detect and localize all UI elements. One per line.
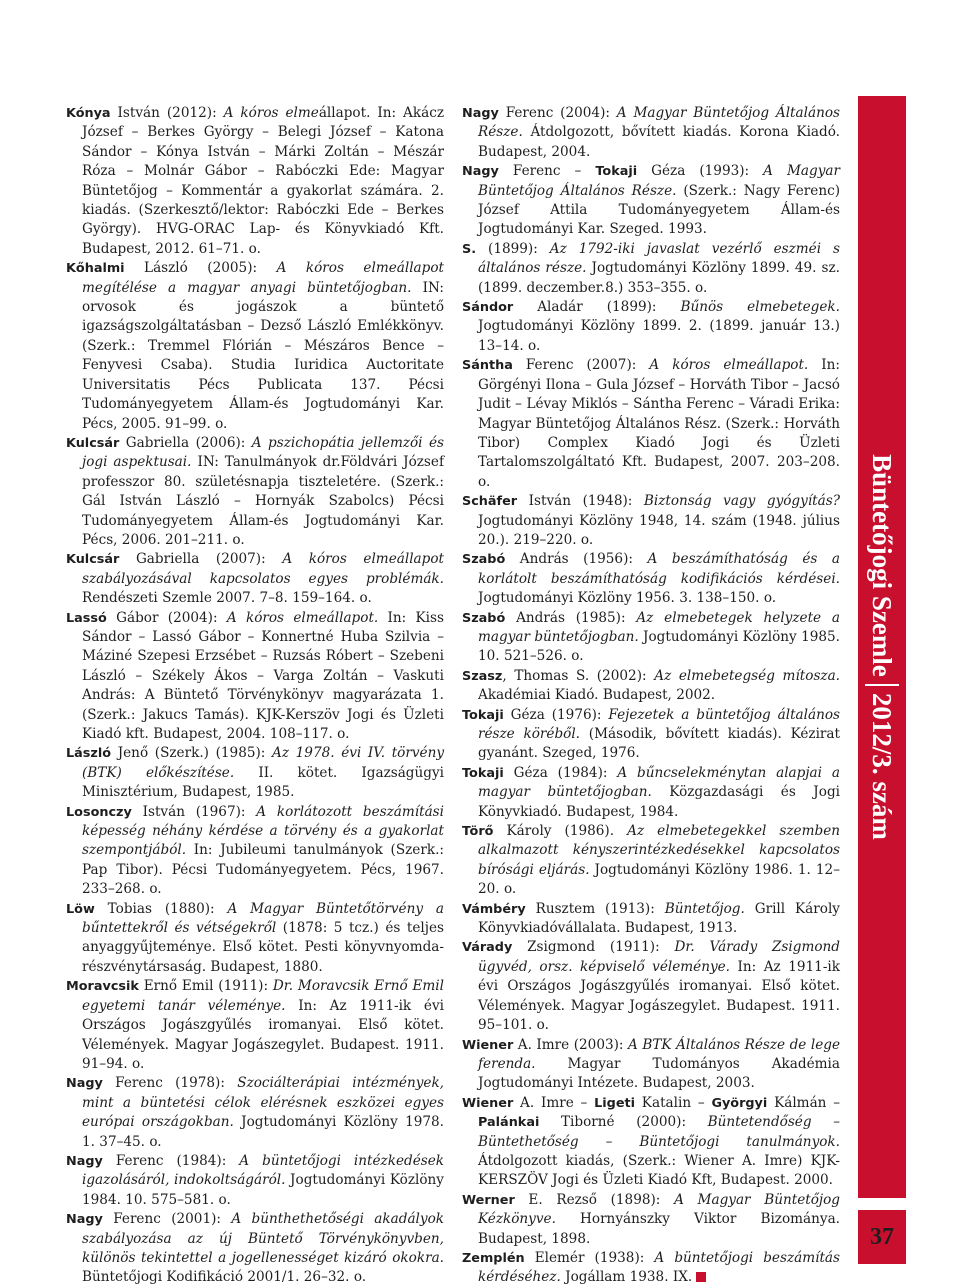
reference-author: Nagy <box>66 1153 103 1169</box>
reference-entry <box>66 744 444 802</box>
article-end-square-icon <box>696 1272 706 1282</box>
reference-entry <box>66 550 444 608</box>
reference-publication: Jogállam 1938. IX. <box>560 1269 693 1286</box>
reference-author: Moravcsik <box>66 979 139 995</box>
reference-author: Kulcsár <box>66 435 120 451</box>
reference-publication: In: Az 1911-ik évi Országos Jogászgyűlés iromanyai. Első kötet. Vélemények. Magyar Jogászegylet. Budapest. 1911. 95–101. o. <box>478 958 841 1034</box>
reference-details: Ferenc (2001): <box>102 1211 232 1228</box>
reference-title: A kóros elmeállapot megítélése a magyar anyagi büntetőjogban. <box>82 260 445 296</box>
reference-publication: Jogtudományi Közlöny 1948, 14. szám (1948. július 20.). 219–220. o. <box>478 512 840 548</box>
reference-details: Katalin – <box>635 1094 712 1111</box>
reference-title: A kóros elme <box>223 105 319 121</box>
reference-title: A Magyar Büntetőjog Általános Része. <box>478 105 840 141</box>
reference-entry <box>462 356 840 492</box>
reference-entry <box>66 104 444 259</box>
reference-entry <box>66 259 444 434</box>
reference-author: Kónya <box>66 106 111 121</box>
reference-author: Zemplén <box>462 1250 525 1266</box>
reference-title: Büntetendőség – Büntethetőség – Büntetőjogi tanulmányok. <box>478 1114 840 1150</box>
reference-entry <box>462 706 840 764</box>
reference-details: István (1948): <box>517 493 644 510</box>
reference-title: A Magyar Büntetőtörvény a bűntettekről és vétségekről <box>82 900 444 937</box>
reference-details: A. Imre (2003): <box>513 1036 629 1053</box>
reference-author: S. <box>462 241 477 257</box>
journal-spine-title <box>862 197 902 1097</box>
reference-publication: Átdolgozott kiadás, (Szerk.: Wiener A. Imre) KJK-KERSZÖV Jogi és Üzleti Kiadó Kft, Budapest. 2000. <box>478 1152 840 1189</box>
reference-details: Géza (1976): <box>503 706 609 723</box>
reference-author: Nagy <box>66 1212 103 1228</box>
reference-publication: Közgazdasági és Jogi Könyvkiadó. Budapest, 1984. <box>478 784 840 820</box>
reference-publication: Jogtudományi Közlöny 1978. 1. 37–45. o. <box>82 1114 445 1150</box>
reference-author: Várady <box>462 940 513 956</box>
reference-entry <box>66 1074 444 1152</box>
reference-publication: Jogtudományi Közlöny 1899. 2. (1899. január 13.) 13–14. o. <box>478 318 840 354</box>
reference-title: Az elmebetegek helyzete a magyar büntetőjogban. <box>478 609 840 645</box>
reference-author: Szasz <box>462 668 503 684</box>
reference-entry <box>462 1036 840 1094</box>
reference-details: Károly (1986). <box>493 823 628 840</box>
reference-details: András (1985): <box>505 609 637 626</box>
reference-publication: Büntetőjogi Kodifikáció 2001/1. 26–32. o. <box>82 1269 367 1286</box>
reference-entry <box>66 609 444 745</box>
reference-title: A BTK Általános Része de lege ferenda. <box>478 1036 840 1072</box>
reference-entry <box>66 1152 444 1210</box>
reference-entry <box>462 822 840 900</box>
reference-author: Wiener <box>462 1037 514 1053</box>
reference-author: Lassó <box>66 610 107 626</box>
reference-author: Nagy <box>66 1076 103 1092</box>
reference-details: Ferenc (2004): <box>498 105 617 121</box>
reference-publication: In: Az 1911-ik évi Országos Jogászgyűlés iromanyai. Első kötet. Vélemények. Magyar Jogászegylet. Budapest. 1911. 91–94. o. <box>82 997 444 1072</box>
reference-entry <box>462 938 840 1035</box>
reference-details: Aladár (1899): <box>513 299 681 316</box>
reference-details: Gábor (2004): <box>106 609 227 626</box>
reference-title: A pszichopátia jellemzői és jogi aspektusai. <box>82 434 444 471</box>
reference-title: A kóros elmeállapot. <box>226 609 379 626</box>
reference-entry <box>66 434 444 550</box>
reference-title: Biztonság vagy gyógyítás? <box>643 493 840 510</box>
reference-title: Fejezetek a büntetőjog általános része köréből. <box>478 706 840 742</box>
reference-details: István (1967): <box>131 803 257 820</box>
reference-author: Nagy <box>462 106 499 121</box>
reference-details: Gabriella (2006): <box>119 434 252 451</box>
reference-title: A kóros elmeállapot. <box>649 357 809 374</box>
reference-entry <box>462 298 840 356</box>
reference-details: E. Rezső (1898): <box>514 1191 675 1208</box>
reference-author: Szabó <box>462 610 506 626</box>
reference-author: Sántha <box>462 358 513 374</box>
page-number: 37 <box>858 1210 906 1264</box>
reference-author: Györgyi <box>711 1095 768 1111</box>
reference-entry <box>462 104 840 162</box>
reference-author: Vámbéry <box>462 901 526 917</box>
reference-publication: Rendészeti Szemle 2007. 7–8. 159–164. o. <box>82 590 372 607</box>
reference-author: Törő <box>462 824 494 840</box>
reference-publication: In: Kiss Sándor – Lassó Gábor – Konnertné Huba Szilvia – Máziné Szepesi Erzsébet – Ruzsás Róbert – Szebeni László – Székely Ákos – Varga Zoltán – Vaskuti András: A Büntető Törvénykönyv magyarázata 1. (Szerk.: Jakucs Tamás). KJK-Kerszöv Jogi és Üzleti Kiadó kft. Budapest, 2004. 108–117. o. <box>82 609 444 742</box>
reference-entry <box>462 1249 840 1288</box>
reference-author: Sándor <box>462 300 514 316</box>
reference-title: A beszámíthatóság és a korlátolt beszámíthatóság kodifikációs kérdései. <box>478 551 840 587</box>
reference-details: Zsigmond (1911): <box>512 939 675 956</box>
reference-author: Werner <box>462 1192 515 1208</box>
reference-publication: Magyar Tudományos Akadémia Jogtudományi Intézete. Budapest, 2003. <box>478 1055 840 1092</box>
reference-publication: In: Görgényi Ilona – Gula József – Horváth Tibor – Jacsó Judit – Lévay Miklós – Sántha Ferenc – Váradi Erika: Magyar Büntetőjog Általános Rész. (Szerk.: Horváth Tibor) Complex Kiadó Jogi és Üzleti Tartalomszolgáltató Kft. Budapest, 2007. 203–208. o. <box>478 357 840 490</box>
reference-publication: In: Jubileumi tanulmányok (Szerk.: Pap Tibor). Pécsi Tudományegyetem. Pécs, 1967. 233–268. o. <box>82 842 444 898</box>
reference-publication: (Szerk.: Nagy Ferenc) József Attila Tudományegyetem Állam-és Jogtudományi Kar. Szeged. 1993. <box>478 182 840 238</box>
reference-details: , Thomas S. (2002): <box>502 667 655 684</box>
reference-entry <box>66 900 444 978</box>
reference-publication: (Második, bővített kiadás). Kézirat gyanánt. Szeged, 1976. <box>478 726 840 762</box>
reference-publication: Jogtudományi Közlöny 1899. 49. sz. (1899. deczember.8.) 353–355. o. <box>478 260 840 296</box>
reference-publication: Átdolgozott, bővített kiadás. Korona Kiadó. Budapest, 2004. <box>478 124 840 160</box>
reference-author: Löw <box>66 901 95 917</box>
reference-details: Jenő (Szerk.) (1985): <box>111 745 273 762</box>
reference-details: Ferenc – <box>498 163 596 180</box>
journal-issue: 2012/3. szám <box>867 692 898 840</box>
reference-author: Ligeti <box>594 1095 636 1111</box>
reference-details: Ernő Emil (1911): <box>138 978 273 995</box>
reference-entry <box>462 609 840 667</box>
reference-details: Ferenc (1978): <box>102 1075 238 1092</box>
reference-title: Bűnös elmebetegek. <box>680 299 840 316</box>
reference-author: László <box>66 746 112 762</box>
reference-title: A korlátozott beszámítási képesség néhány kérdése a törvény és a gyakorlat szempontjából. <box>82 803 444 859</box>
reference-title: Az elmebetegekkel szemben alkalmazott kényszerintézkedésekkel kapcsolatos bírósági eljárás. <box>478 823 840 878</box>
reference-publication: (1878: 5 tcz.) és teljes anyaggyűjteménye. Első kötet. Pesti könyvnyomda-részvénytársaság. Budapest, 1880. <box>82 920 444 975</box>
reference-title: A büntetőjogi intézkedések igazolásáról, indokoltságáról. <box>82 1152 444 1189</box>
reference-details: István (2012): <box>110 105 224 121</box>
reference-title: A bűncselekménytan alapjai a magyar büntetőjogban. <box>478 764 840 801</box>
reference-publication: állapot. In: Akácz József – Berkes György – Belegi József – Katona Sándor – Kónya István – Márki Zoltán – Mészár Róza – Molnár Gábor – Rabóczki Ede: Magyar Büntetőjog – Kommentár a gyakorlat számára. 2. kiadás. (Szerkesztő/lektor: Rabóczki Ede – Berkes György). HVG-ORAC Lap- és Könyvkiadó Kft. Budapest, 2012. 61–71. o. <box>82 105 444 257</box>
reference-details: Ferenc (1984): <box>102 1152 240 1169</box>
reference-details: László (2005): <box>124 260 277 277</box>
reference-details: Ferenc (2007): <box>512 357 650 374</box>
reference-publication: Hornyánszky Viktor Bizományа. Budapest, 1898. <box>478 1211 840 1247</box>
reference-entry <box>462 764 840 822</box>
reference-publication: Jogtudományi Közlöny 1985. 10. 521–526. o. <box>478 628 840 665</box>
reference-details: Elemér (1938): <box>524 1249 655 1266</box>
reference-title: A Magyar Büntetőjog Általános Része. <box>478 163 841 199</box>
reference-publication: Jogtudományi Közlöny 1986. 1. 12–20. o. <box>478 861 841 898</box>
references-right-column <box>462 104 840 1288</box>
reference-author: Tokaji <box>595 164 638 180</box>
reference-author: Kőhalmi <box>66 261 125 277</box>
reference-title: A büntetőjogi beszámítás kérdéséhez. <box>478 1249 840 1286</box>
reference-details: Gabriella (2007): <box>119 551 283 568</box>
reference-publication: II. kötet. Igazságügyi Minisztérium, Budapest, 1985. <box>82 764 444 801</box>
reference-title: A Magyar Büntetőjog Kézkönyve. <box>478 1191 840 1228</box>
reference-entry <box>462 162 840 240</box>
reference-entry <box>66 803 444 900</box>
reference-publication: Jogtudományi Közlöny 1984. 10. 575–581. o. <box>82 1172 444 1208</box>
reference-details: Tiborné (2000): <box>539 1114 708 1131</box>
reference-details: Géza (1993): <box>637 163 764 180</box>
reference-author: Losonczy <box>66 804 132 820</box>
reference-title: Szociálterápiai intézmények, mint a büntetési célok elérésnek eszközei egyes európai országokban. <box>82 1075 444 1131</box>
reference-entry <box>66 977 444 1074</box>
reference-details: Géza (1984): <box>503 764 618 781</box>
reference-entry <box>462 667 840 706</box>
reference-author: Wiener <box>462 1095 514 1111</box>
reference-title: Büntetőjog. <box>664 900 745 917</box>
reference-publication: Grill Károly Könyvkiadóvállalata. Budapest, 1913. <box>478 900 840 937</box>
reference-details: A. Imre – <box>513 1094 595 1111</box>
reference-publication: Jogtudományi Közlöny 1956. 3. 138–150. o. <box>478 590 777 607</box>
reference-publication: Akadémiai Kiadó. Budapest, 2002. <box>478 687 716 704</box>
reference-title: Dr. Moravcsik Ernő Emil egyetemi tanár véleménye. <box>82 978 444 1014</box>
reference-details: Kálmán – <box>767 1094 841 1111</box>
reference-author: Palánkai <box>478 1115 540 1131</box>
reference-author: Szabó <box>462 552 506 568</box>
reference-entry <box>462 900 840 939</box>
reference-entry <box>462 550 840 608</box>
reference-title: Az elmebetegség mítosza. <box>654 667 841 684</box>
reference-publication: IN: Tanulmányok dr.Földvári József professzor 80. születésnapja tiszteletére. (Szerk.: Gál István László – Hornyák Szabolcs) Pécsi Tudományegyetem Állam-és Jogtudományi Kar. Pécs, 2006. 201–211. o. <box>82 454 444 548</box>
reference-title: Az 1978. évi IV. törvény (BTK) előkészítése. <box>82 745 445 781</box>
reference-author: Nagy <box>462 164 499 180</box>
reference-title: A bünthethetőségi akadályok szabályozása az új Büntető Törvénykönyvben, különös tekintettel a jogellenességet kizáró okokra. <box>82 1211 444 1266</box>
journal-name: Büntetőjogi Szemle <box>867 454 898 677</box>
reference-author: Kulcsár <box>66 552 120 568</box>
reference-details: András (1956): <box>505 551 648 568</box>
reference-entry <box>66 1210 444 1288</box>
reference-author: Tokaji <box>462 765 504 781</box>
reference-title: Dr. Várady Zsigmond ügyvéd, orsz. képviselő véleménye. <box>478 939 840 975</box>
reference-entry <box>462 492 840 550</box>
reference-author: Tokaji <box>462 707 504 723</box>
reference-details: (1899): <box>476 240 550 257</box>
reference-entry <box>462 240 840 298</box>
reference-entry <box>462 1094 840 1191</box>
reference-author: Schäfer <box>462 494 518 510</box>
reference-title: A kóros elmeállapot szabályozásával kapcsolatos egyes problémák. <box>82 551 445 587</box>
reference-details: Rusztem (1913): <box>525 900 665 917</box>
spine-separator <box>865 684 899 686</box>
reference-title: Az 1792-iki javaslat vezérlő eszméi s általános része. <box>478 240 840 277</box>
reference-entry <box>462 1191 840 1249</box>
reference-details: Tobias (1880): <box>94 900 228 917</box>
references-left-column <box>66 104 444 1288</box>
reference-publication: IN: orvosok és jogászok a büntető igazságszolgáltatásban – Dezső László Emlékkönyv. (Szerk.: Tremmel Flórián – Mészáros Bence – Fenyvesi Csaba). Studia Iuridica Auctoritate Universitatis Pécs Publicata 137. Pécsi Tudományegyetem Állam-és Jogtudományi Kar. Pécs, 2005. 91–99. o. <box>82 279 444 432</box>
